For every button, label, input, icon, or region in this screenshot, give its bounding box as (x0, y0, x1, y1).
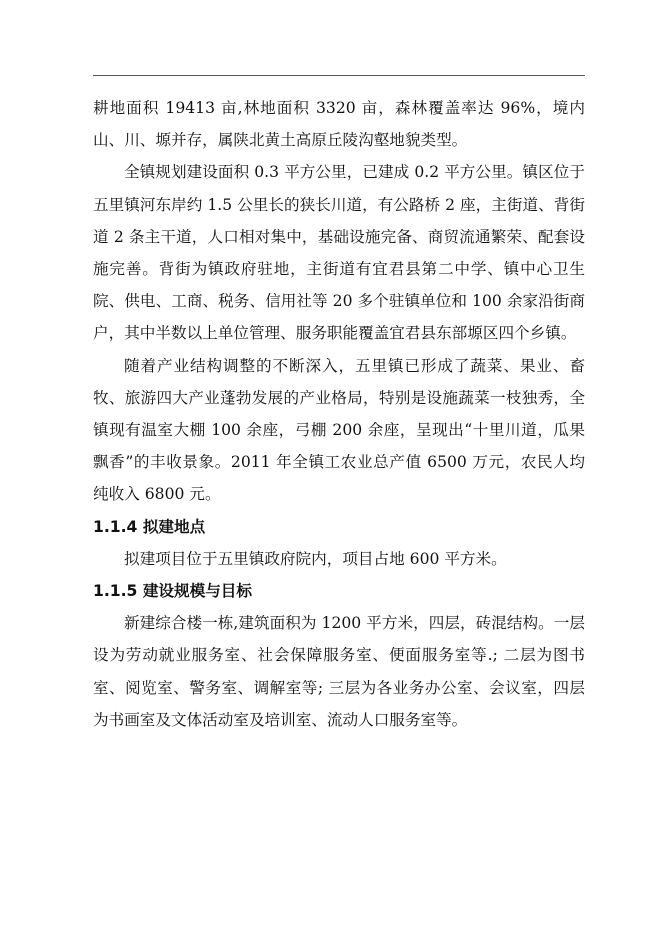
paragraph-town-planning: 全镇规划建设面积 0.3 平方公里，已建成 0.2 平方公里。镇区位于五里镇河东岸约 1.5 公里长的狭长川道，有公路桥 2 座，主街道、背街道 2 条主干道，人口相对集中，基础设施完备、商贸流通繁荣、配套设施完善。背街为镇政府驻地，主街道有宜君县第二中学、镇中心卫生院、供电、工商、税务、信用社等 20 多个驻镇单位和 100 余家沿街商户，其中半数以上单位管理、服务职能覆盖宜君县东部塬区四个乡镇。 (93, 163, 585, 343)
paragraph-land-area: 耕地面积 19413 亩,林地面积 3320 亩，森林覆盖率达 96%，境内山、川、塬并存，属陕北黄土高原丘陵沟壑地貌类型。 (93, 99, 585, 150)
header-rule (93, 75, 585, 76)
paragraph-industry: 随着产业结构调整的不断深入，五里镇已形成了蔬菜、果业、畜牧、旅游四大产业蓬勃发展的产业格局，特别是设施蔬菜一枝独秀，全镇现有温室大棚 100 余座，弓棚 200 余座，呈现出“十里川道，瓜果飘香”的丰收景象。2011 年全镇工农业总产值 6500 万元，农民人均纯收入 6800 元。 (93, 356, 585, 504)
section-heading-location: 1.1.4 拟建地点 (93, 517, 206, 536)
document-body (93, 92, 585, 736)
paragraph-location: 拟建项目位于五里镇政府院内，项目占地 600 平方米。 (124, 549, 507, 568)
paragraph-scale: 新建综合楼一栋,建筑面积为 1200 平方米，四层，砖混结构。一层设为劳动就业服务室、社会保障服务室、便面服务室等.; 二层为图书室、阅览室、警务室、调解室等; 三层为各业务办公室、会议室，四层为书画室及文体活动室及培训室、流动人口服务室等。 (93, 614, 585, 729)
section-heading-scale: 1.1.5 建设规模与目标 (93, 582, 252, 601)
